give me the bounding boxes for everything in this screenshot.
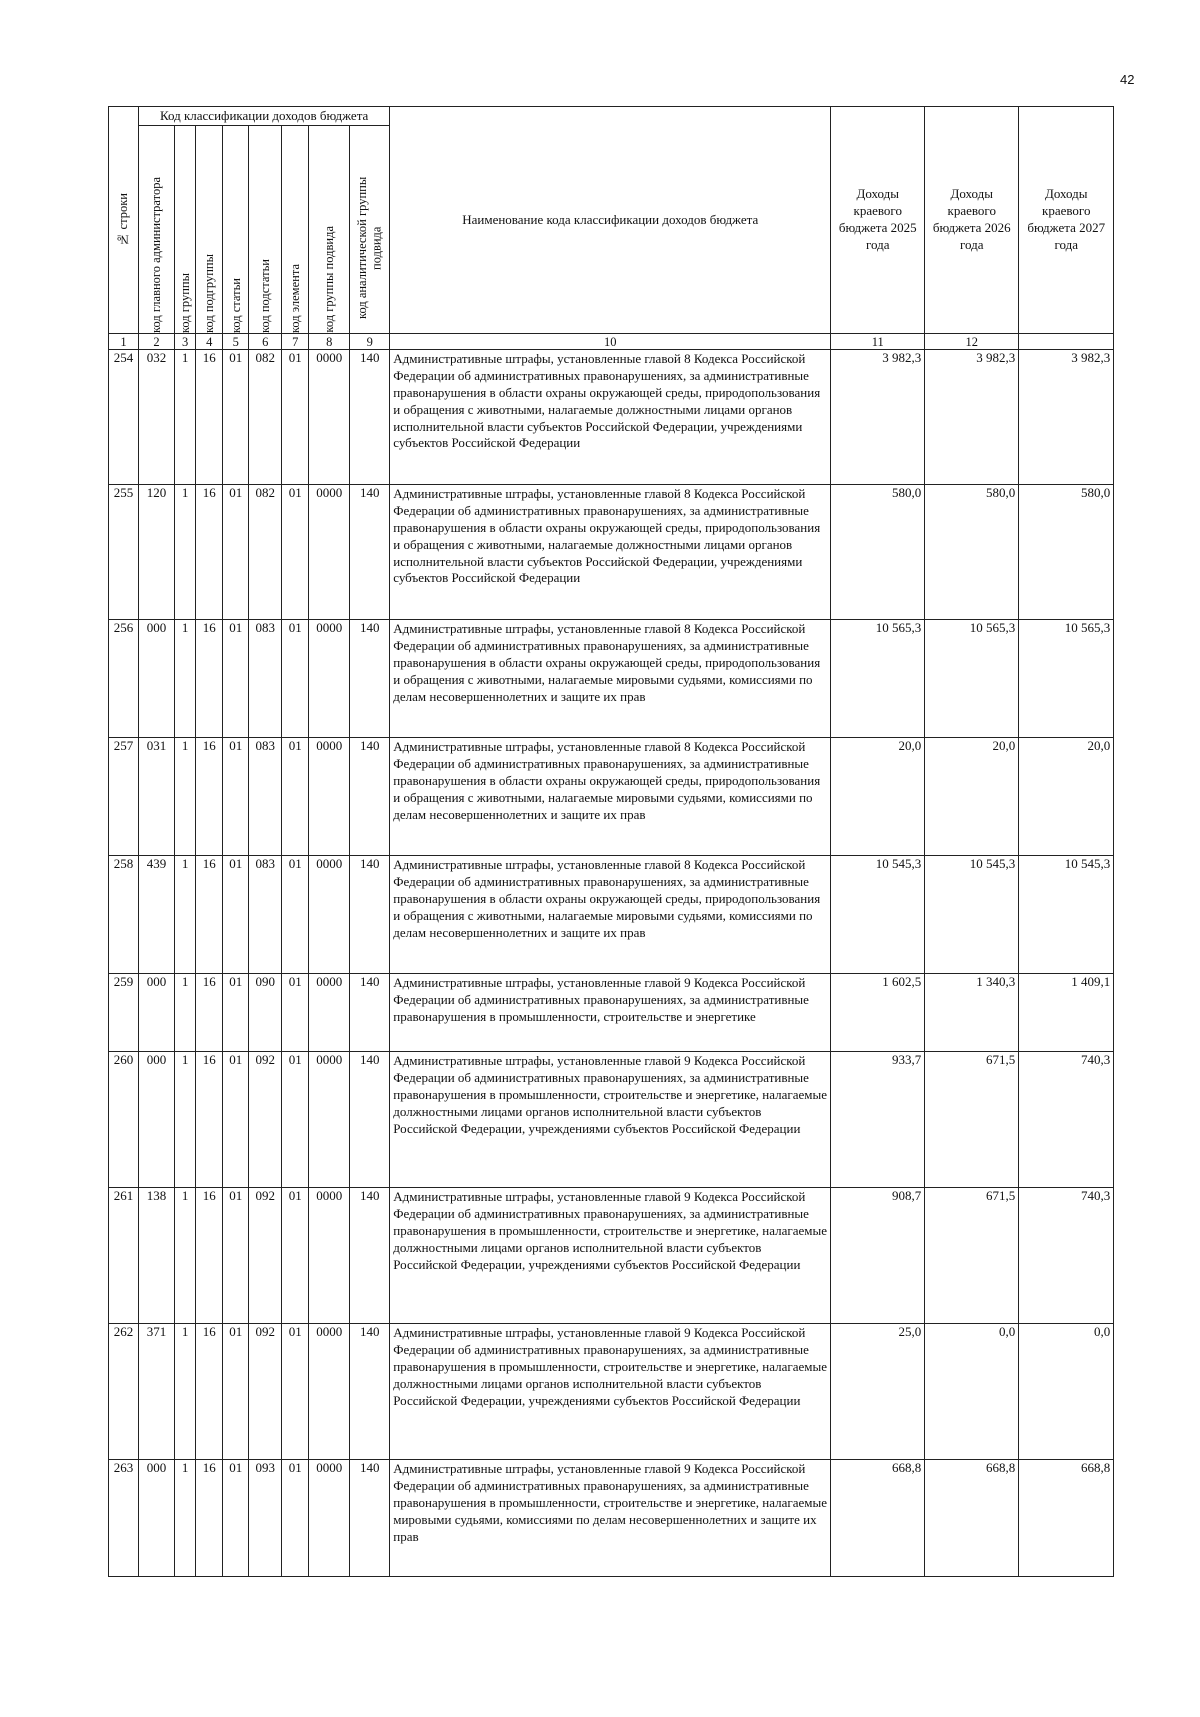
income-2027: 0,0 [1019, 1324, 1114, 1460]
income-name: Административные штрафы, установленные главой 8 Кодекса Российской Федерации об административных правонарушениях, за административные правонарушения в области охраны окружающей среды, природопользования и обращения с животными, налагаемые мировыми судьями, комиссиями по делам несовершеннолетних и защите их прав [390, 620, 831, 738]
admin-code: 439 [139, 856, 175, 974]
income-2025: 20,0 [831, 738, 925, 856]
column-number: 11 [831, 334, 925, 350]
table-row [109, 1460, 1114, 1577]
article-code: 01 [223, 1188, 249, 1324]
row-number: 260 [109, 1052, 139, 1188]
subgroup-code: 16 [196, 1188, 223, 1324]
subgroup-code: 16 [196, 1052, 223, 1188]
article-code: 01 [223, 738, 249, 856]
column-number: 9 [350, 334, 390, 350]
article-code: 01 [223, 485, 249, 620]
header-admin-code: код главного администратора [139, 126, 175, 334]
subgroup-code: 16 [196, 1324, 223, 1460]
table-body [109, 350, 1114, 1577]
group-code: 1 [175, 856, 196, 974]
table-row [109, 1052, 1114, 1188]
header-subtype-group-code: код группы подвида [309, 126, 350, 334]
income-name: Административные штрафы, установленные главой 9 Кодекса Российской Федерации об административных правонарушениях, за административные правонарушения в промышленности, строительстве и энергетике, налагаемые должностными лицами органов исполнительной власти субъектов Российской Федерации, учреждениями субъектов Российской Федерации [390, 1052, 831, 1188]
subtype-group-code: 0000 [309, 738, 350, 856]
header-element-code: код элемента [282, 126, 309, 334]
subgroup-code: 16 [196, 856, 223, 974]
subarticle-code: 092 [249, 1324, 282, 1460]
table-row [109, 1324, 1114, 1460]
income-2026: 671,5 [925, 1052, 1019, 1188]
subarticle-code: 083 [249, 620, 282, 738]
subarticle-code: 092 [249, 1188, 282, 1324]
group-code: 1 [175, 350, 196, 485]
income-2025: 10 565,3 [831, 620, 925, 738]
header-group-code: код группы [175, 126, 196, 334]
element-code: 01 [282, 1324, 309, 1460]
element-code: 01 [282, 485, 309, 620]
header-income-2027: Доходы краевого бюджета 2027 года [1019, 107, 1114, 334]
income-name: Административные штрафы, установленные главой 8 Кодекса Российской Федерации об административных правонарушениях, за административные правонарушения в области охраны окружающей среды, природопользования и обращения с животными, налагаемые мировыми судьями, комиссиями по делам несовершеннолетних и защите их прав [390, 738, 831, 856]
article-code: 01 [223, 1324, 249, 1460]
header-name-column: Наименование кода классификации доходов бюджета [390, 107, 831, 334]
table-row [109, 485, 1114, 620]
element-code: 01 [282, 350, 309, 485]
group-code: 1 [175, 620, 196, 738]
subtype-group-code: 0000 [309, 485, 350, 620]
analytic-code: 140 [350, 1460, 390, 1577]
group-code: 1 [175, 1324, 196, 1460]
page-number: 42 [1120, 72, 1135, 87]
subtype-group-code: 0000 [309, 856, 350, 974]
income-2027: 10 545,3 [1019, 856, 1114, 974]
analytic-code: 140 [350, 974, 390, 1052]
header-income-2025: Доходы краевого бюджета 2025 года [831, 107, 925, 334]
header-analytic-subtype-code: код аналитической группы подвида [350, 126, 390, 334]
column-number: 10 [390, 334, 831, 350]
subarticle-code: 092 [249, 1052, 282, 1188]
column-number: 1 [109, 334, 139, 350]
subtype-group-code: 0000 [309, 1324, 350, 1460]
subgroup-code: 16 [196, 1460, 223, 1577]
income-2027: 580,0 [1019, 485, 1114, 620]
column-number: 2 [139, 334, 175, 350]
budget-income-table [108, 106, 1114, 1577]
analytic-code: 140 [350, 1052, 390, 1188]
subtype-group-code: 0000 [309, 1188, 350, 1324]
header-subgroup-code: код подгруппы [196, 126, 223, 334]
row-number: 259 [109, 974, 139, 1052]
income-name: Административные штрафы, установленные главой 9 Кодекса Российской Федерации об административных правонарушениях, за административные правонарушения в промышленности, строительстве и энергетике, налагаемые должностными лицами органов исполнительной власти субъектов Российской Федерации, учреждениями субъектов Российской Федерации [390, 1324, 831, 1460]
subtype-group-code: 0000 [309, 1460, 350, 1577]
admin-code: 000 [139, 1460, 175, 1577]
analytic-code: 140 [350, 1188, 390, 1324]
analytic-code: 140 [350, 485, 390, 620]
admin-code: 032 [139, 350, 175, 485]
analytic-code: 140 [350, 620, 390, 738]
group-code: 1 [175, 1188, 196, 1324]
row-number: 257 [109, 738, 139, 856]
table-row [109, 620, 1114, 738]
analytic-code: 140 [350, 856, 390, 974]
income-2026: 668,8 [925, 1460, 1019, 1577]
column-number: 5 [223, 334, 249, 350]
income-2026: 671,5 [925, 1188, 1019, 1324]
subgroup-code: 16 [196, 485, 223, 620]
income-name: Административные штрафы, установленные главой 9 Кодекса Российской Федерации об административных правонарушениях, за административные правонарушения в промышленности, строительстве и энергетике, налагаемые должностными лицами органов исполнительной власти субъектов Российской Федерации, учреждениями субъектов Российской Федерации [390, 1188, 831, 1324]
element-code: 01 [282, 738, 309, 856]
income-2026: 580,0 [925, 485, 1019, 620]
table-row [109, 350, 1114, 485]
subgroup-code: 16 [196, 350, 223, 485]
element-code: 01 [282, 1052, 309, 1188]
column-number: 12 [925, 334, 1019, 350]
article-code: 01 [223, 1460, 249, 1577]
group-code: 1 [175, 974, 196, 1052]
income-2027: 20,0 [1019, 738, 1114, 856]
row-number: 255 [109, 485, 139, 620]
income-name: Административные штрафы, установленные главой 9 Кодекса Российской Федерации об административных правонарушениях, за административные правонарушения в промышленности, строительстве и энергетике, налагаемые мировыми судьями, комиссиями по делам несовершеннолетних и защите их прав [390, 1460, 831, 1577]
subgroup-code: 16 [196, 620, 223, 738]
income-name: Административные штрафы, установленные главой 8 Кодекса Российской Федерации об административных правонарушениях, за административные правонарушения в области охраны окружающей среды, природопользования и обращения с животными, налагаемые должностными лицами органов исполнительной власти субъектов Российской Федерации, учреждениями субъектов Российской Федерации [390, 485, 831, 620]
income-2027: 740,3 [1019, 1188, 1114, 1324]
subtype-group-code: 0000 [309, 350, 350, 485]
row-number: 254 [109, 350, 139, 485]
subtype-group-code: 0000 [309, 974, 350, 1052]
admin-code: 000 [139, 620, 175, 738]
table-row [109, 1188, 1114, 1324]
admin-code: 138 [139, 1188, 175, 1324]
article-code: 01 [223, 1052, 249, 1188]
column-number [1019, 334, 1114, 350]
analytic-code: 140 [350, 1324, 390, 1460]
subtype-group-code: 0000 [309, 620, 350, 738]
element-code: 01 [282, 1188, 309, 1324]
income-name: Административные штрафы, установленные главой 8 Кодекса Российской Федерации об административных правонарушениях, за административные правонарушения в области охраны окружающей среды, природопользования и обращения с животными, налагаемые должностными лицами органов исполнительной власти субъектов Российской Федерации, учреждениями субъектов Российской Федерации [390, 350, 831, 485]
column-number: 8 [309, 334, 350, 350]
subtype-group-code: 0000 [309, 1052, 350, 1188]
analytic-code: 140 [350, 738, 390, 856]
header-row-no: № строки [109, 107, 139, 334]
element-code: 01 [282, 974, 309, 1052]
table-header [109, 107, 1114, 350]
subarticle-code: 083 [249, 856, 282, 974]
subarticle-code: 083 [249, 738, 282, 856]
row-number: 258 [109, 856, 139, 974]
subgroup-code: 16 [196, 974, 223, 1052]
article-code: 01 [223, 974, 249, 1052]
column-number-row [109, 334, 1114, 350]
income-2026: 3 982,3 [925, 350, 1019, 485]
header-subarticle-code: код подстатьи [249, 126, 282, 334]
income-2026: 1 340,3 [925, 974, 1019, 1052]
group-code: 1 [175, 1460, 196, 1577]
income-2025: 933,7 [831, 1052, 925, 1188]
income-2026: 0,0 [925, 1324, 1019, 1460]
header-income-2026: Доходы краевого бюджета 2026 года [925, 107, 1019, 334]
income-2027: 10 565,3 [1019, 620, 1114, 738]
group-code: 1 [175, 738, 196, 856]
admin-code: 371 [139, 1324, 175, 1460]
subarticle-code: 090 [249, 974, 282, 1052]
income-2026: 20,0 [925, 738, 1019, 856]
income-2027: 740,3 [1019, 1052, 1114, 1188]
income-name: Административные штрафы, установленные главой 9 Кодекса Российской Федерации об административных правонарушениях, за административные правонарушения в промышленности, строительстве и энергетике [390, 974, 831, 1052]
header-classification-code-group: Код классификации доходов бюджета [139, 107, 390, 126]
article-code: 01 [223, 620, 249, 738]
row-number: 262 [109, 1324, 139, 1460]
group-code: 1 [175, 485, 196, 620]
income-2025: 580,0 [831, 485, 925, 620]
article-code: 01 [223, 856, 249, 974]
income-2025: 3 982,3 [831, 350, 925, 485]
element-code: 01 [282, 856, 309, 974]
admin-code: 031 [139, 738, 175, 856]
column-number: 6 [249, 334, 282, 350]
subgroup-code: 16 [196, 738, 223, 856]
row-number: 261 [109, 1188, 139, 1324]
income-2025: 10 545,3 [831, 856, 925, 974]
header-article-code: код статьи [223, 126, 249, 334]
element-code: 01 [282, 1460, 309, 1577]
admin-code: 120 [139, 485, 175, 620]
income-2025: 908,7 [831, 1188, 925, 1324]
income-name: Административные штрафы, установленные главой 8 Кодекса Российской Федерации об административных правонарушениях, за административные правонарушения в области охраны окружающей среды, природопользования и обращения с животными, налагаемые мировыми судьями, комиссиями по делам несовершеннолетних и защите их прав [390, 856, 831, 974]
income-2027: 668,8 [1019, 1460, 1114, 1577]
table-row [109, 856, 1114, 974]
article-code: 01 [223, 350, 249, 485]
table-row [109, 738, 1114, 856]
column-number: 7 [282, 334, 309, 350]
income-2027: 1 409,1 [1019, 974, 1114, 1052]
subarticle-code: 082 [249, 485, 282, 620]
income-2027: 3 982,3 [1019, 350, 1114, 485]
income-2025: 1 602,5 [831, 974, 925, 1052]
group-code: 1 [175, 1052, 196, 1188]
analytic-code: 140 [350, 350, 390, 485]
income-2025: 668,8 [831, 1460, 925, 1577]
column-number: 3 [175, 334, 196, 350]
admin-code: 000 [139, 974, 175, 1052]
income-2025: 25,0 [831, 1324, 925, 1460]
column-number: 4 [196, 334, 223, 350]
row-number: 256 [109, 620, 139, 738]
subarticle-code: 082 [249, 350, 282, 485]
subarticle-code: 093 [249, 1460, 282, 1577]
admin-code: 000 [139, 1052, 175, 1188]
income-2026: 10 565,3 [925, 620, 1019, 738]
income-2026: 10 545,3 [925, 856, 1019, 974]
table-row [109, 974, 1114, 1052]
row-number: 263 [109, 1460, 139, 1577]
element-code: 01 [282, 620, 309, 738]
